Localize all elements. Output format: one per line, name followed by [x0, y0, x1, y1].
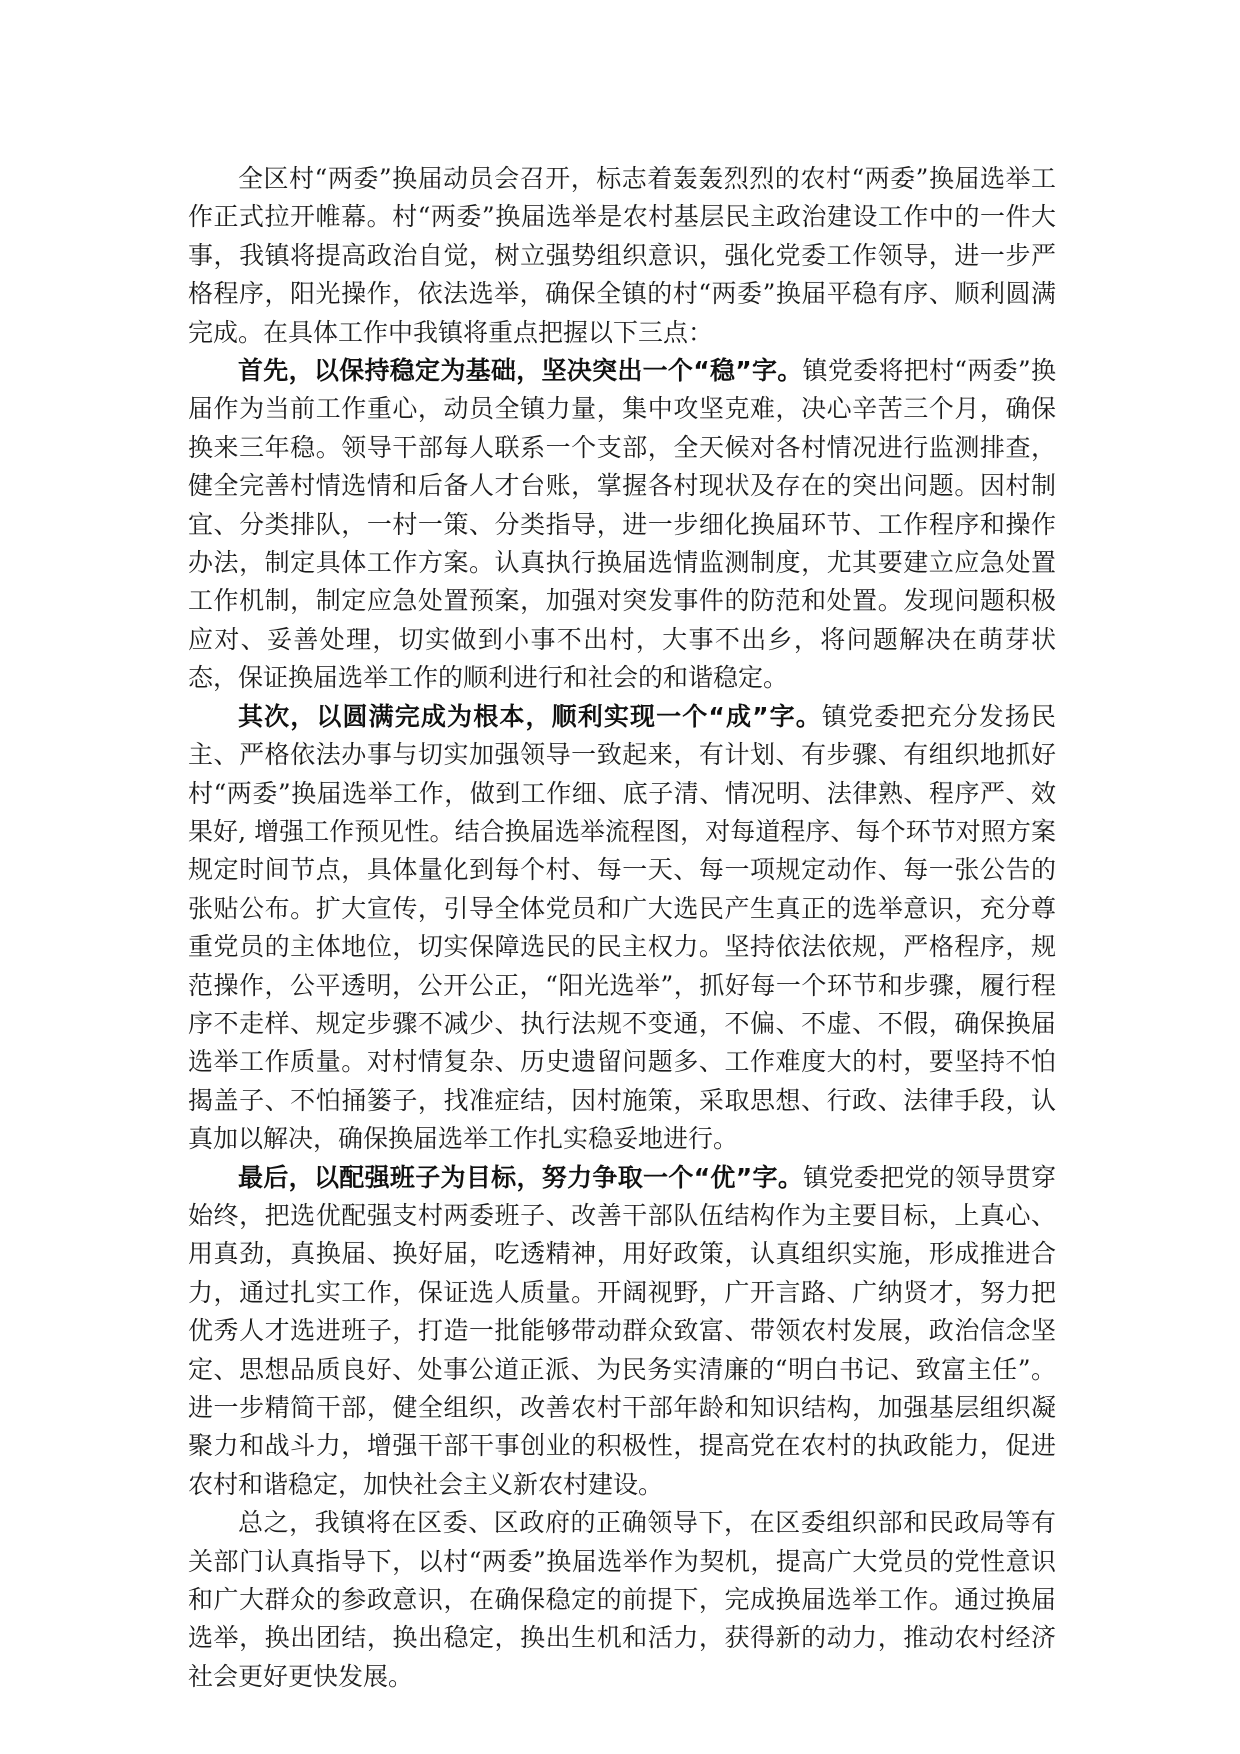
document-body — [188, 160, 1056, 1696]
paragraph-intro — [188, 160, 1056, 352]
paragraph-completion-heading: 其次，以圆满完成为根本，顺利实现一个“成”字。 — [238, 701, 822, 731]
paragraph-stability — [188, 352, 1056, 698]
paragraph-completion-text: 镇党委把充分发扬民主、严格依法办事与切实加强领导一致起来，有计划、有步骤、有组织地抓好村“两委”换届选举工作，做到工作细、底子清、情况明、法律熟、程序严、效果好, 增强工作预见性。结合换届选举流程图，对每道程序、每个环节对照方案规定时间节点，具体量化到每个村、每一天、每一项规定动作、每一张公告的张贴公布。扩大宣传，引导全体党员和广大选民产生真正的选举意识，充分尊重党员的主体地位，切实保障选民的民主权力。坚持依法依规，严格程序，规范操作，公平透明，公开公正，“阳光选举”，抓好每一个环节和步骤，履行程序不走样、规定步骤不减少、执行法规不变通，不偏、不虚、不假，确保换届选举工作质量。对村情复杂、历史遗留问题多、工作难度大的村，要坚持不怕揭盖子、不怕捅篓子，找准症结，因村施策，采取思想、行政、法律手段，认真加以解决，确保换届选举工作扎实稳妥地进行。 — [188, 701, 1056, 1154]
paragraph-stability-heading: 首先，以保持稳定为基础，坚决突出一个“稳”字。 — [238, 356, 803, 386]
paragraph-excellence-heading: 最后，以配强班子为目标，努力争取一个“优”字。 — [238, 1162, 804, 1192]
paragraph-excellence — [188, 1159, 1056, 1505]
paragraph-conclusion — [188, 1504, 1056, 1696]
paragraph-stability-text: 镇党委将把村“两委”换届作为当前工作重心，动员全镇力量，集中攻坚克难，决心辛苦三个月，确保换来三年稳。领导干部每人联系一个支部，全天候对各村情况进行监测排查，健全完善村情选情和后备人才台账，掌握各村现状及存在的突出问题。因村制宜、分类排队，一村一策、分类指导，进一步细化换届环节、工作程序和操作办法，制定具体工作方案。认真执行换届选情监测制度，尤其要建立应急处置工作机制，制定应急处置预案，加强对突发事件的防范和处置。发现问题积极应对、妥善处理，切实做到小事不出村，大事不出乡，将问题解决在萌芽状态，保证换届选举工作的顺利进行和社会的和谐稳定。 — [188, 356, 1056, 693]
paragraph-conclusion-text: 总之，我镇将在区委、区政府的正确领导下，在区委组织部和民政局等有关部门认真指导下，以村“两委”换届选举作为契机，提高广大党员的党性意识和广大群众的参政意识，在确保稳定的前提下，完成换届选举工作。通过换届选举，换出团结，换出稳定，换出生机和活力，获得新的动力，推动农村经济社会更好更快发展。 — [188, 1508, 1056, 1691]
paragraph-completion — [188, 698, 1056, 1159]
paragraph-excellence-text: 镇党委把党的领导贯穿始终，把选优配强支村两委班子、改善干部队伍结构作为主要目标，上真心、用真劲，真换届、换好届，吃透精神，用好政策，认真组织实施，形成推进合力，通过扎实工作，保证选人质量。开阔视野，广开言路、广纳贤才，努力把优秀人才选进班子，打造一批能够带动群众致富、带领农村发展，政治信念坚定、思想品质良好、处事公道正派、为民务实清廉的“明白书记、致富主任”。进一步精简干部，健全组织，改善农村干部年龄和知识结构，加强基层组织凝聚力和战斗力，增强干部干事创业的积极性，提高党在农村的执政能力，促进农村和谐稳定，加快社会主义新农村建设。 — [188, 1162, 1056, 1499]
paragraph-intro-text: 全区村“两委”换届动员会召开，标志着轰轰烈烈的农村“两委”换届选举工作正式拉开帷幕。村“两委”换届选举是农村基层民主政治建设工作中的一件大事，我镇将提高政治自觉，树立强势组织意识，强化党委工作领导，进一步严格程序，阳光操作，依法选举，确保全镇的村“两委”换届平稳有序、顺利圆满完成。在具体工作中我镇将重点把握以下三点： — [188, 164, 1056, 347]
